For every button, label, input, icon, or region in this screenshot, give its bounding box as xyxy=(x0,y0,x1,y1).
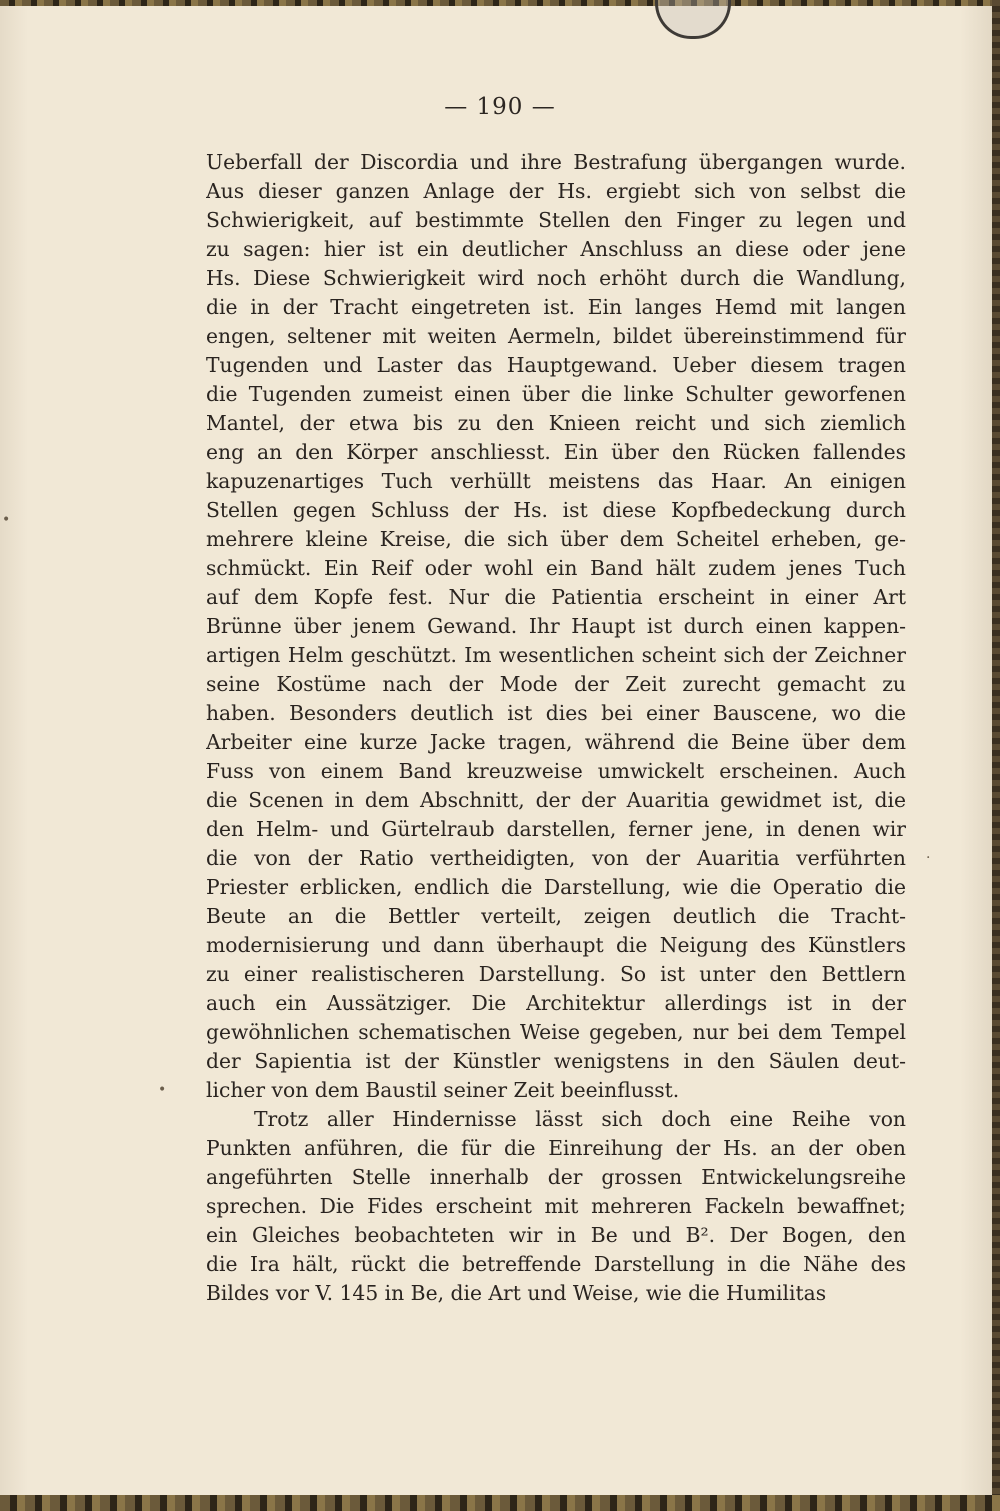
text-line: seine Kostüme nach der Mode der Zeit zurecht gemacht zu xyxy=(206,672,906,696)
text-line: Bildes vor V. 145 in Be, die Art und Weise, wie die Humilitas xyxy=(206,1281,827,1305)
text-line: mehrere kleine Kreise, die sich über dem Scheitel erheben, ge- xyxy=(206,527,906,551)
margin-mark-left: • xyxy=(2,512,11,528)
text-line: angeführten Stelle innerhalb der grossen Entwickelungsreihe xyxy=(206,1165,906,1189)
text-line: die in der Tracht eingetreten ist. Ein langes Hemd mit langen xyxy=(206,295,906,319)
text-line: Trotz aller Hindernisse lässt sich doch eine Reihe von xyxy=(254,1107,906,1131)
text-line: Schwierigkeit, auf bestimmte Stellen den Finger zu legen und xyxy=(206,208,906,232)
text-line: schmückt. Ein Reif oder wohl ein Band hält zudem jenes Tuch xyxy=(206,556,906,580)
text-line: engen, seltener mit weiten Aermeln, bildet übereinstimmend für xyxy=(206,324,906,348)
text-line: zu sagen: hier ist ein deutlicher Anschluss an diese oder jene xyxy=(206,237,906,261)
text-line: Beute an die Bettler verteilt, zeigen deutlich die Tracht- xyxy=(206,904,906,928)
text-line: Arbeiter eine kurze Jacke tragen, während die Beine über dem xyxy=(206,730,906,754)
body-text xyxy=(206,148,906,1308)
text-line: die von der Ratio vertheidigten, von der Auaritia verführten xyxy=(206,846,906,870)
text-line: den Helm- und Gürtelraub darstellen, ferner jene, in denen wir xyxy=(206,817,906,841)
text-line: Aus dieser ganzen Anlage der Hs. ergiebt sich von selbst die xyxy=(206,179,906,203)
text-line: Punkten anführen, die für die Einreihung der Hs. an der oben xyxy=(206,1136,906,1160)
text-line: Brünne über jenem Gewand. Ihr Haupt ist durch einen kappen- xyxy=(206,614,906,638)
page-right-edge xyxy=(992,0,1000,1511)
text-line: Mantel, der etwa bis zu den Knieen reicht und sich ziemlich xyxy=(206,411,906,435)
text-line: Hs. Diese Schwierigkeit wird noch erhöht durch die Wandlung, xyxy=(206,266,906,290)
text-line: die Tugenden zumeist einen über die linke Schulter geworfenen xyxy=(206,382,906,406)
text-line: ein Gleiches beobachteten wir in Be und B². Der Bogen, den xyxy=(206,1223,906,1247)
text-line: auch ein Aussätziger. Die Architektur allerdings ist in der xyxy=(206,991,906,1015)
text-line: Ueberfall der Discordia und ihre Bestrafung übergangen wurde. xyxy=(206,150,906,174)
text-line: haben. Besonders deutlich ist dies bei einer Bauscene, wo die xyxy=(206,701,906,725)
text-line: kapuzenartiges Tuch verhüllt meistens das Haar. An einigen xyxy=(206,469,906,493)
page-bottom-edge xyxy=(0,1495,1000,1511)
text-line: Fuss von einem Band kreuzweise umwickelt erscheinen. Auch xyxy=(206,759,906,783)
text-line: artigen Helm geschützt. Im wesentlichen scheint sich der Zeichner xyxy=(206,643,906,667)
paragraph-container xyxy=(206,148,906,1308)
text-line: Priester erblicken, endlich die Darstellung, wie die Operatio die xyxy=(206,875,906,899)
text-line: gewöhnlichen schematischen Weise gegeben, nur bei dem Tempel xyxy=(206,1020,906,1044)
text-line: Stellen gegen Schluss der Hs. ist diese Kopfbedeckung durch xyxy=(206,498,906,522)
text-line: Tugenden und Laster das Hauptgewand. Ueber diesem tragen xyxy=(206,353,906,377)
margin-mark-right: · xyxy=(926,850,931,866)
margin-mark-left-lower: • xyxy=(158,1082,167,1098)
text-line: modernisierung und dann überhaupt die Neigung des Künstlers xyxy=(206,933,906,957)
text-line: die Scenen in dem Abschnitt, der der Auaritia gewidmet ist, die xyxy=(206,788,906,812)
text-line: sprechen. Die Fides erscheint mit mehreren Fackeln bewaffnet; xyxy=(206,1194,906,1218)
text-line: die Ira hält, rückt die betreffende Darstellung in die Nähe des xyxy=(206,1252,906,1276)
text-line: auf dem Kopfe fest. Nur die Patientia erscheint in einer Art xyxy=(206,585,906,609)
text-line: zu einer realistischeren Darstellung. So ist unter den Bettlern xyxy=(206,962,906,986)
text-line: eng an den Körper anschliesst. Ein über den Rücken fallendes xyxy=(206,440,906,464)
text-line: licher von dem Baustil seiner Zeit beeinflusst. xyxy=(206,1078,680,1102)
page-number: — 190 — xyxy=(444,94,556,120)
text-line: der Sapientia ist der Künstler wenigstens in den Säulen deut- xyxy=(206,1049,906,1073)
